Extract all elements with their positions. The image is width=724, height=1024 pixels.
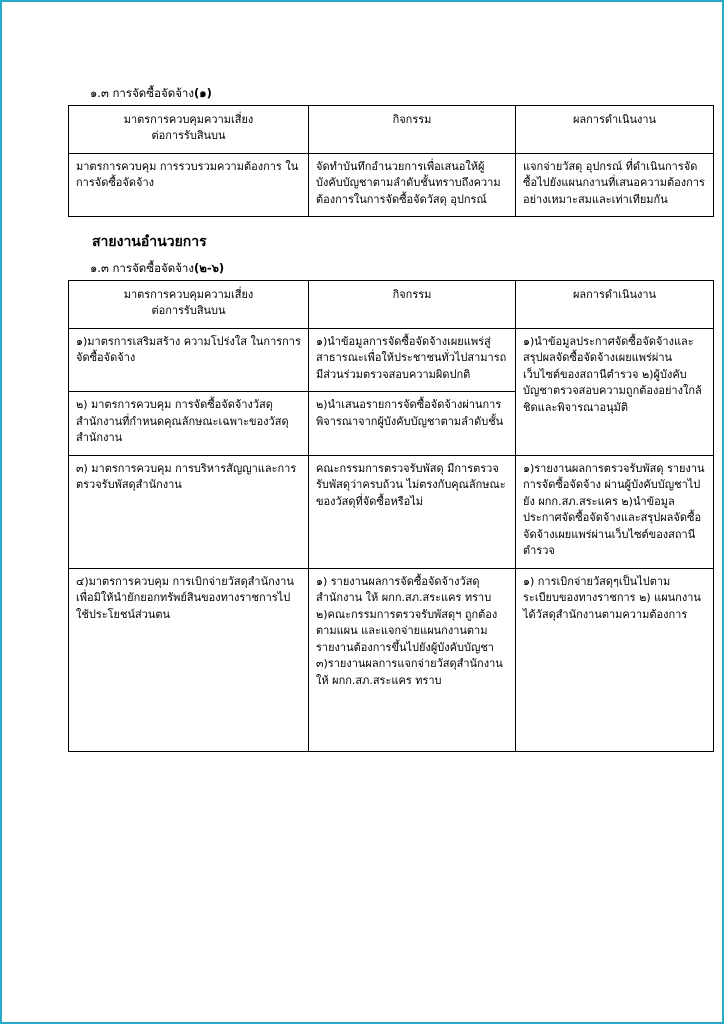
cell-measure: ๒) มาตรการควบคุม การจัดซื้อจัดจ้างวัสดุสำนักงานที่กำหนดคุณลักษณะเฉพาะของวัสดุสำนักงาน [69,392,309,456]
cell-measure: ๔)มาตรการควบคุม การเบิกจ่ายวัสดุสำนักงานเพื่อมิให้นำยักยอกทรัพย์สินของทางราชการไปใช้ประโยชน์ส่วนตน [69,568,309,752]
cell-measure: ๑)มาตรการเสริมสร้าง ความโปร่งใส ในการการจัดซื้อจัดจ้าง [69,328,309,392]
cell-activity: ๑) รายงานผลการจัดซื้อจัดจ้างวัสดุสำนักงาน ให้ ผกก.สภ.สระแคร ทราบ ๒)คณะกรรมการตรวจรับพัสดุฯ ถูกต้องตามแผน และแจกจ่ายแผนกงานตามรายงานต้องการขึ้นไปยังผู้บังคับบัญชา ๓)รายงานผลการแจกจ่ายวัสดุสำนักงานให้ ผกก.สภ.สระแคร ทราบ [309,568,516,752]
section-2-heading-text: ๑.๓ การจัดซื้อจัดจ้าง [90,261,195,276]
column-header-measure-line2: ต่อการรับสินบน [151,129,226,143]
column-header-measure [69,280,309,328]
column-header-activity: กิจกรรม [309,105,516,153]
section-2-table [68,280,714,753]
column-header-result: ผลการดำเนินงาน [516,280,714,328]
cell-spacer [523,623,706,743]
cell-result-part2: ๒)ผู้บังคับบัญชาตรวจสอบความถูกต้องอย่างใกล้ชิดและพิจารณาอนุมัติ [523,367,702,414]
cell-measure: มาตรการควบคุม การรวบรวมความต้องการ ในการจัดซื้อจัดจ้าง [69,153,309,217]
cell-result-part1: ๑)นำข้อมูลประกาศจัดซื้อจัดจ้างและสรุปผลจัดซื้อจัดจ้างเผยแพร่ผ่านเว็บไซต์ของสถานีตำรวจ [523,334,694,381]
cell-activity: ๑)นำข้อมูลการจัดซื้อจัดจ้างเผยแพร่สู่สาธารณะเพื่อให้ประชาชนทั่วไปสามารถมีส่วนร่วมตรวจสอบความผิดปกติ [309,328,516,392]
table-header-row [69,280,714,328]
column-header-measure-line2: ต่อการรับสินบน [151,304,226,318]
cell-activity: จัดทำบันทึกอำนวยการเพื่อเสนอให้ผู้บังคับบัญชาตามลำดับชั้นทราบถึงความต้องการในการจัดซื้อจัดวัสดุ อุปกรณ์ [309,153,516,217]
section-2-table-body [69,328,714,752]
cell-activity: คณะกรรมการตรวจรับพัสดุ มีการตรวจรับพัสดุว่าครบถ้วน ไม่ตรงกับคุณลักษณะของวัสดุที่จัดซื้อหรือไม่ [309,455,516,568]
section-2-table-head [69,280,714,328]
section-1-heading-text: ๑.๓ การจัดซื้อจัดจ้าง [90,86,195,100]
cell-measure: ๓) มาตรการควบคุม การบริหารสัญญาและการตรวจรับพัสดุสำนักงาน [69,455,309,568]
section-2-heading-number: (๒-๖) [194,261,225,276]
document-content [68,86,705,752]
column-header-measure-line1: มาตรการควบคุมความเสี่ยง [123,287,254,301]
table-row [69,153,714,217]
department-heading: สายงานอำนวยการ [92,234,207,251]
table-row [69,568,714,752]
section-1-heading [90,86,668,102]
column-header-measure [69,105,309,153]
section-2-heading [90,261,668,277]
column-header-activity: กิจกรรม [309,280,516,328]
document-sheet [8,8,718,1018]
cell-result: ๑)รายงานผลการตรวจรับพัสดุ รายงานการจัดซื้อจัดจ้าง ผ่านผู้บังคับบัญชาไปยัง ผกก.สภ.สระแคร ๒)นำข้อมูลประกาศจัดซื้อจัดจ้างและสรุปผลจัดซื้อจัดจ้างเผยแพร่ผ่านเว็บไซต์ของสถานีตำรวจ [516,455,714,568]
table-row [69,328,714,392]
cell-activity: ๒)นำเสนอรายการจัดซื้อจัดจ้างผ่านการพิจารณาจากผู้บังคับบัญชาตามลำดับชั้น [309,392,516,456]
column-header-measure-line1: มาตรการควบคุมความเสี่ยง [123,112,254,126]
column-header-result: ผลการดำเนินงาน [516,105,714,153]
cell-result: แจกจ่ายวัสดุ อุปกรณ์ ที่ดำเนินการจัดซื้อไปยังแผนกงานที่เสนอความต้องการอย่างเหมาะสมและเท่าเทียมกัน [516,153,714,217]
cell-result-text: ๑) การเบิกจ่ายวัสดุๆเป็นไปตามระเบียบของทางราชการ ๒) แผนกงานได้วัสดุสำนักงานตามความต้องการ [523,574,701,621]
section-1-table [68,105,714,218]
section-1-table-head [69,105,714,153]
cell-result [516,568,714,752]
cell-result [516,328,714,455]
section-1-heading-number: (๑) [194,86,212,100]
table-header-row [69,105,714,153]
section-1-table-body [69,153,714,217]
table-row [69,455,714,568]
